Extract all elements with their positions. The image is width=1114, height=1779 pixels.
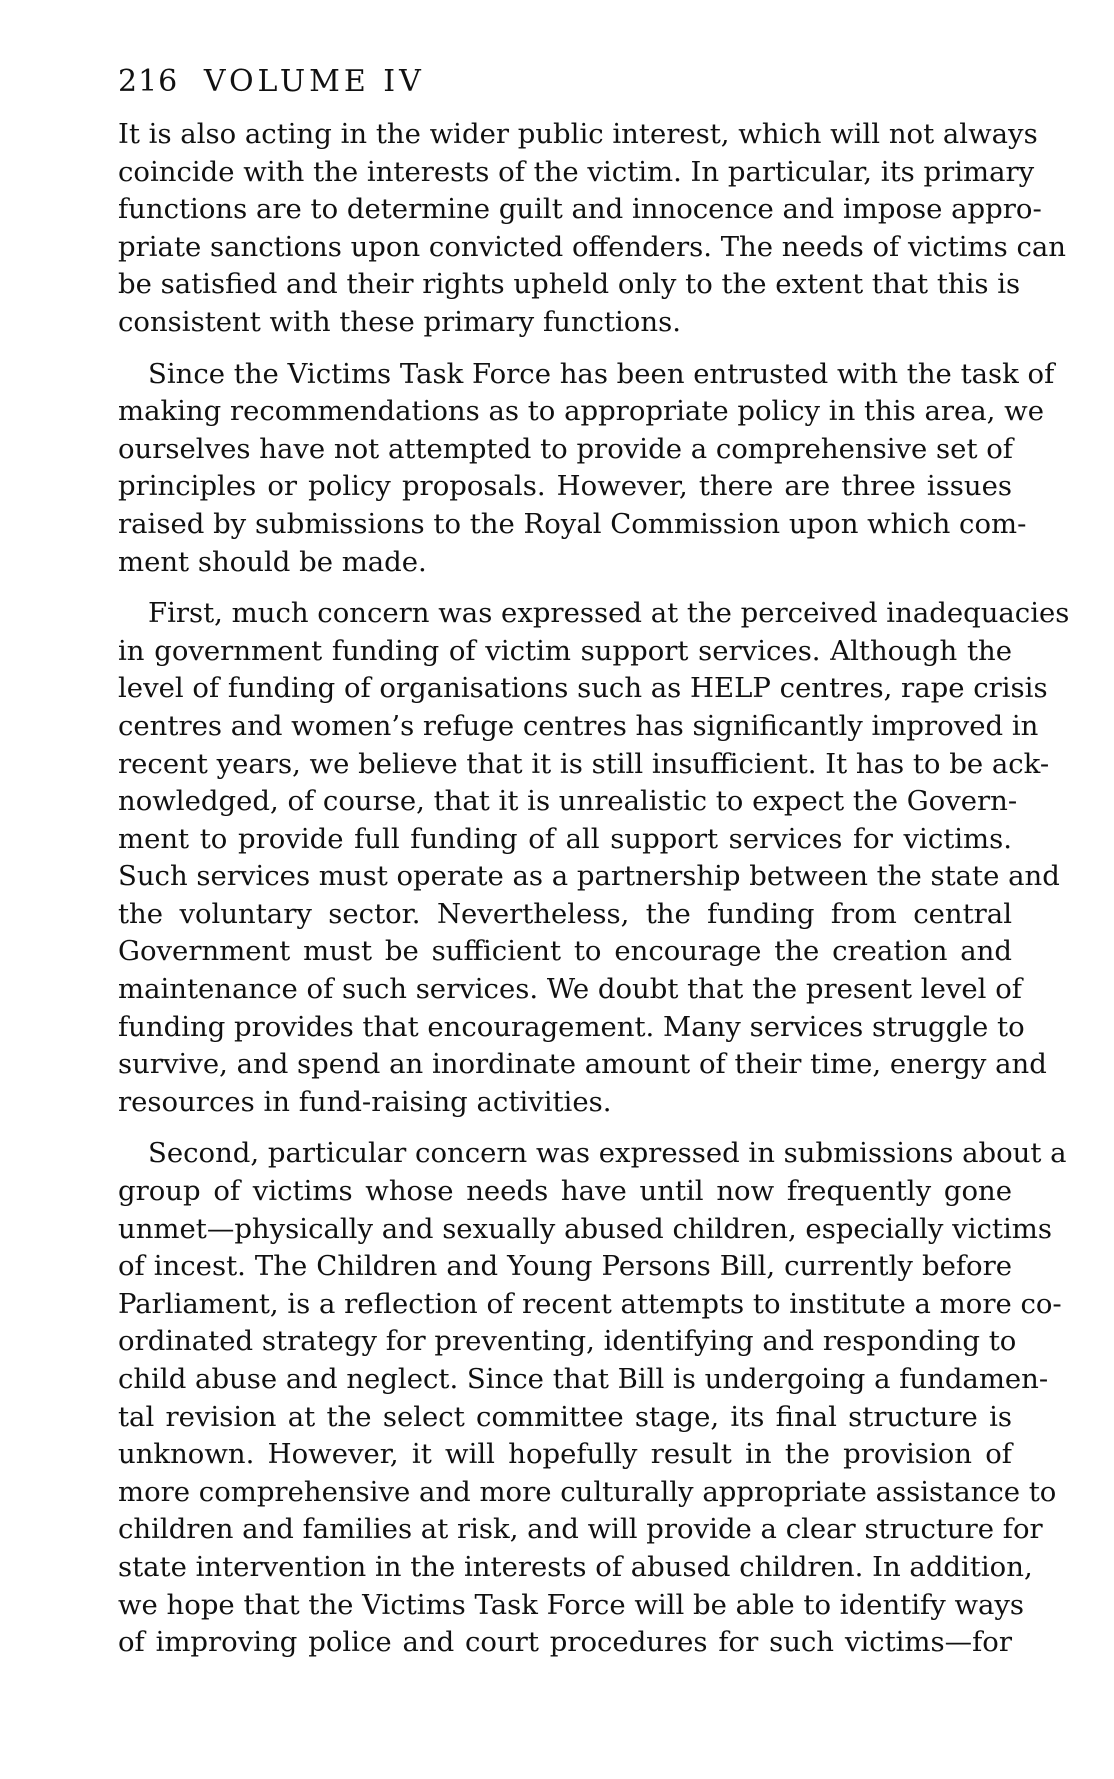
- text-line: level of funding of organisations such as HELP centres, rape crisis: [118, 672, 1048, 705]
- running-head: [118, 62, 1012, 102]
- text-line: maintenance of such services. We doubt that the present level of: [118, 973, 1022, 1006]
- text-line: tal revision at the select committee stage, its final structure is: [118, 1400, 1012, 1433]
- text-line: be satisfied and their rights upheld only to the extent that this is: [118, 268, 1021, 301]
- text-line: more comprehensive and more culturally appropriate assistance to: [118, 1475, 1057, 1508]
- text-line: children and families at risk, and will provide a clear structure for: [118, 1513, 1043, 1546]
- text-line: survive, and spend an inordinate amount of their time, energy and: [118, 1048, 1047, 1081]
- page-number: 216: [118, 64, 179, 99]
- text-line: It is also acting in the wider public interest, which will not always: [118, 118, 1038, 150]
- text-line: state intervention in the interests of abused children. In addition,: [118, 1550, 1033, 1583]
- text-line: consistent with these primary functions.: [118, 305, 681, 338]
- text-line: unmet—physically and sexually abused children, especially victims: [118, 1212, 1052, 1245]
- text-line: Since the Victims Task Force has been entrusted with the task of: [148, 357, 1055, 390]
- text-line: funding provides that encouragement. Many services struggle to: [118, 1010, 1025, 1043]
- text-line: the voluntary sector. Nevertheless, the funding from central: [118, 897, 1012, 930]
- paragraph-1: [118, 116, 1066, 342]
- text-line: ment should be made.: [118, 545, 427, 578]
- text-line: Parliament, is a reflection of recent attempts to institute a more co-: [118, 1287, 1062, 1320]
- text-line: in government funding of victim support services. Although the: [118, 634, 1012, 667]
- text-line: coincide with the interests of the victim. In particular, its primary: [118, 155, 1035, 188]
- text-line: recent years, we believe that it is still insufficient. It has to be ack-: [118, 747, 1050, 780]
- text-line: making recommendations as to appropriate policy in this area, we: [118, 395, 1044, 428]
- text-line: unknown. However, it will hopefully result in the provision of: [118, 1438, 1012, 1471]
- text-line: of improving police and court procedures for such victims—for: [118, 1626, 1012, 1659]
- text-line: Government must be sufficient to encourage the creation and: [118, 935, 1012, 968]
- text-line: First, much concern was expressed at the perceived inadequacies: [148, 597, 1070, 630]
- text-line: Second, particular concern was expressed in submissions about a: [148, 1137, 1067, 1170]
- paragraph-3: [118, 595, 1070, 1121]
- running-title: VOLUME IV: [203, 64, 425, 99]
- text-line: resources in fund-raising activities.: [118, 1085, 612, 1118]
- text-line: we hope that the Victims Task Force will be able to identify ways: [118, 1588, 1025, 1621]
- text-line: principles or policy proposals. However, there are three issues: [118, 470, 1012, 503]
- text-line: functions are to determine guilt and innocence and impose appro-: [118, 193, 1042, 226]
- paragraph-2: [118, 356, 1055, 582]
- text-line: ordinated strategy for preventing, identifying and responding to: [118, 1325, 1017, 1358]
- text-line: child abuse and neglect. Since that Bill is undergoing a fundamen-: [118, 1363, 1049, 1395]
- paragraph-4: [118, 1135, 1067, 1661]
- text-line: group of victims whose needs have until now frequently gone: [118, 1175, 1012, 1208]
- text-line: centres and women’s refuge centres has significantly improved in: [118, 709, 1039, 742]
- text-line: of incest. The Children and Young Persons Bill, currently before: [118, 1250, 1012, 1283]
- text-line: nowledged, of course, that it is unrealistic to expect the Govern-: [118, 785, 1018, 818]
- book-page: [118, 62, 1070, 1676]
- text-line: Such services must operate as a partnership between the state and: [118, 860, 1060, 893]
- text-line: raised by submissions to the Royal Commission upon which com-: [118, 507, 1027, 540]
- text-line: ment to provide full funding of all support services for victims.: [118, 822, 1012, 855]
- text-line: priate sanctions upon convicted offenders. The needs of victims can: [118, 230, 1066, 263]
- text-line: ourselves have not attempted to provide a comprehensive set of: [118, 432, 1013, 465]
